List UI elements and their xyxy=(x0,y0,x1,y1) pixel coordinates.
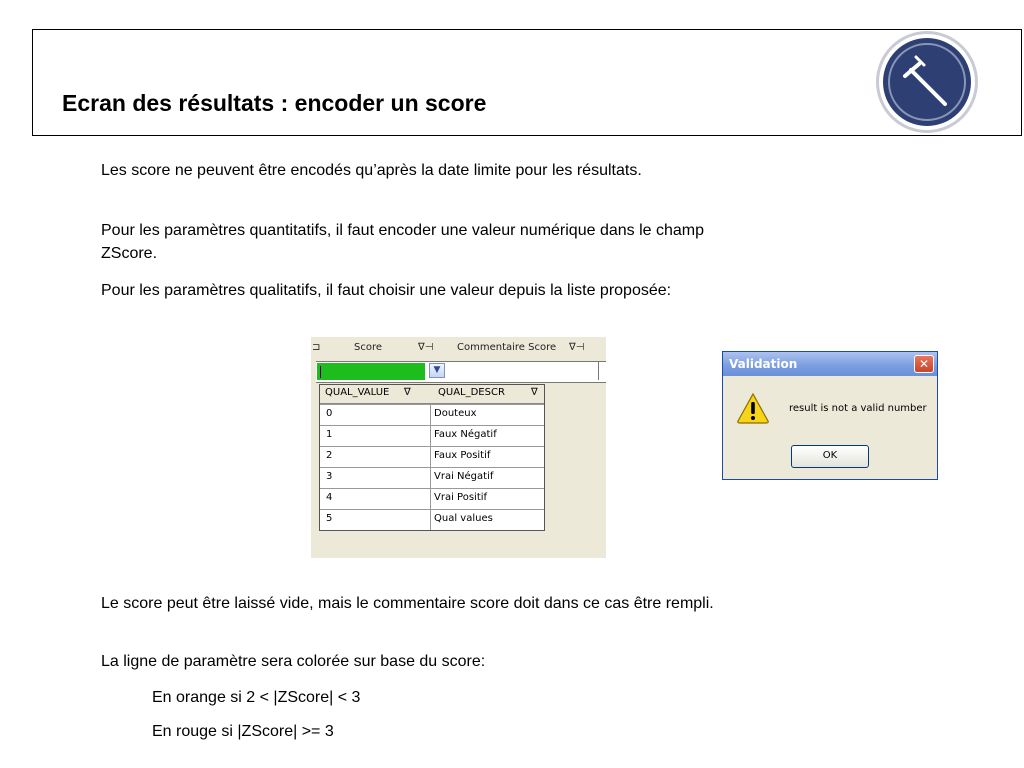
list-item[interactable] xyxy=(320,404,544,425)
score-grid-screenshot xyxy=(311,337,606,558)
page-title: Ecran des résultats : encoder un score xyxy=(62,90,487,116)
paragraph-row-coloring: La ligne de paramètre sera colorée sur base du score: xyxy=(101,653,486,670)
qual-value: 0 xyxy=(326,408,333,419)
qual-descr: Faux Négatif xyxy=(434,429,497,440)
qual-value: 5 xyxy=(326,513,333,524)
dialog-title: Validation xyxy=(729,357,798,371)
qual-descr: Vrai Positif xyxy=(434,492,488,503)
gavel-logo-icon xyxy=(875,30,979,134)
dropdown-header xyxy=(320,385,544,404)
column-divider xyxy=(598,362,599,380)
qual-values-dropdown xyxy=(319,384,545,531)
edit-row xyxy=(316,361,606,383)
text-caret xyxy=(320,366,321,378)
dialog-message: result is not a valid number xyxy=(789,403,927,414)
dialog-titlebar[interactable] xyxy=(723,352,937,376)
list-item[interactable] xyxy=(320,488,544,509)
qual-descr: Vrai Négatif xyxy=(434,471,494,482)
ok-button[interactable]: OK xyxy=(791,445,869,468)
filter-icon[interactable]: ∇ xyxy=(531,387,538,398)
list-item[interactable] xyxy=(320,509,544,530)
grid-header xyxy=(311,341,606,357)
dropdown-button[interactable]: ▼ xyxy=(429,363,445,378)
slide-header xyxy=(32,29,1022,136)
column-header-qual-value[interactable]: QUAL_VALUE xyxy=(325,387,390,398)
column-header-score[interactable]: Score xyxy=(354,342,383,353)
warning-icon xyxy=(736,392,770,424)
paragraph-empty-score: Le score peut être laissé vide, mais le commentaire score doit dans ce cas être rempli. xyxy=(101,595,714,612)
qual-value: 3 xyxy=(326,471,333,482)
close-button[interactable]: ✕ xyxy=(914,355,934,373)
rule-red: En rouge si |ZScore| >= 3 xyxy=(152,723,334,740)
qual-descr: Qual values xyxy=(434,513,493,524)
paragraph-deadline: Les score ne peuvent être encodés qu’après la date limite pour les résultats. xyxy=(101,162,642,179)
column-header-comment[interactable]: Commentaire Score xyxy=(457,342,557,353)
paragraph-qualitative: Pour les paramètres qualitatifs, il faut choisir une valeur depuis la liste proposée: xyxy=(101,282,672,299)
paragraph-quantitative: Pour les paramètres quantitatifs, il faut encoder une valeur numérique dans le champ ZScore. xyxy=(101,222,705,262)
qual-value: 4 xyxy=(326,492,333,503)
filter-icon[interactable]: ∇ xyxy=(404,387,411,398)
pin-icon: ⊐ xyxy=(312,342,321,353)
validation-dialog xyxy=(722,351,938,480)
score-input[interactable] xyxy=(317,363,425,380)
rule-orange: En orange si 2 < |ZScore| < 3 xyxy=(152,689,361,706)
filter-pin-icon[interactable]: ∇⊣ xyxy=(418,342,434,353)
list-item[interactable] xyxy=(320,467,544,488)
qual-descr: Douteux xyxy=(434,408,477,419)
qual-descr: Faux Positif xyxy=(434,450,491,461)
qual-value: 1 xyxy=(326,429,333,440)
qual-value: 2 xyxy=(326,450,333,461)
list-item[interactable] xyxy=(320,425,544,446)
list-item[interactable] xyxy=(320,446,544,467)
filter-pin-icon[interactable]: ∇⊣ xyxy=(569,342,585,353)
column-header-qual-descr[interactable]: QUAL_DESCR xyxy=(438,387,505,398)
